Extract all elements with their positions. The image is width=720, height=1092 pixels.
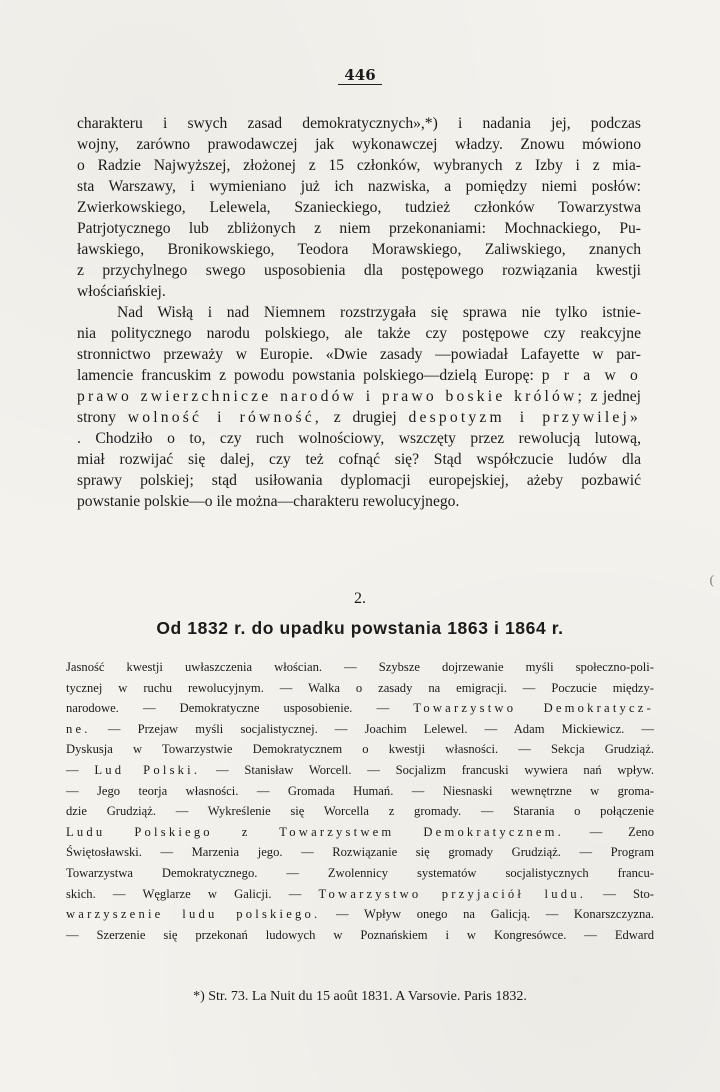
body-text: [77, 113, 641, 512]
chapter-summary: [66, 657, 654, 945]
section-title: Od 1832 r. do upadku powstania 1863 i 1864 r.: [156, 618, 564, 638]
emphasis-spaced: Towarzystwo Demokratycz-: [413, 701, 654, 716]
summary-line: Towarzystwa Demokratycznego. — Zwolennicy systematów socjalistycznych francu-: [66, 865, 654, 880]
summary-line: tycznej w ruchu rewolucyjnym. — Walka o zasady na emigracji. — Poczucie między-: [66, 680, 654, 695]
emphasis-spaced: ne.: [66, 721, 91, 736]
summary-line: Świętosławski. — Marzenia jego. — Rozwiązanie się gromady Grudziąż. — Program: [66, 845, 654, 860]
summary-text: —: [66, 762, 79, 777]
body-line: [77, 365, 641, 386]
footnote: *) Str. 73. La Nuit du 15 août 1831. A Varsovie. Paris 1832.: [193, 989, 527, 1004]
body-line: stronnictwo przeważy w Europie. «Dwie zasady —powiadał Lafayette w par-: [77, 346, 641, 363]
summary-text: — Zeno: [589, 824, 654, 839]
body-line: nia politycznego narodu polskiego, ale także czy postępowe czy reakcyjne: [77, 325, 641, 342]
summary-line: Jasność kwestji uwłaszczenia włościan. — Szybsze dojrzewanie myśli społeczno-poli-: [66, 660, 654, 674]
summary-line: — Szerzenie się przekonań ludowych w Poznańskiem i w Kongresówce. — Edward: [66, 927, 654, 942]
summary-line: [66, 884, 654, 905]
body-line: Zwierkowskiego, Lelewela, Szanieckiego, tudzież członków Towarzystwa: [77, 199, 641, 216]
summary-line: — Jego teorja własności. — Gromada Humań. — Niesnaski wewnętrzne w groma-: [66, 783, 654, 798]
body-line: z przychylnego swego usposobienia dla postępowego rozwiązania kwestji: [77, 262, 641, 279]
body-line-text: lamencie francuskim z powodu powstania polskiego—dzielą Europę:: [77, 367, 534, 384]
body-line: wojny, zarówno prawodawczej jak wykonawczej władzy. Znowu mówiono: [77, 136, 641, 153]
emphasis-spaced: Lud Polski.: [94, 762, 201, 777]
body-line: ławskiego, Bronikowskiego, Teodora Morawskiego, Zaliwskiego, znanych: [77, 241, 641, 258]
summary-text: — Sto-: [603, 886, 655, 901]
summary-line: [66, 698, 654, 719]
section-number: 2.: [354, 590, 366, 607]
body-line: [77, 407, 641, 428]
body-line-text: strony: [77, 409, 116, 426]
body-line-text: z drugiej: [333, 409, 397, 426]
body-line-text: z jednej: [590, 388, 641, 405]
summary-text: — Wpływ onego na Galicją. — Konarszczyzna.: [336, 907, 654, 922]
emphasis-spaced: despotyzm i przywilej»: [408, 409, 642, 426]
summary-text: skich. — Węglarze w Galicji. —: [66, 886, 302, 901]
emphasis-spaced: Ludu Polskiego z Towarzystwem Demokratycznem.: [66, 824, 565, 839]
emphasis-spaced: prawo zwierzchnicze narodów i prawo boskie królów;: [77, 388, 586, 405]
summary-line: Dyskusja w Towarzystwie Demokratycznem o kwestji własności. — Sekcja Grudziąż.: [66, 742, 654, 757]
emphasis-spaced: wolność i równość,: [127, 409, 322, 426]
summary-line: [66, 822, 654, 843]
summary-line: [66, 719, 654, 740]
summary-line: [66, 760, 654, 781]
margin-mark: (: [709, 572, 714, 587]
body-line: . Chodziło o to, czy ruch wolnościowy, wszczęty przez rewolucją lutową,: [77, 430, 641, 447]
page-number: 446: [338, 66, 382, 85]
body-line: Patrjotycznego lub zbliżonych z niem przekonaniami: Mochnackiego, Pu-: [77, 220, 641, 237]
summary-text: narodowe. — Demokratyczne usposobienie. —: [66, 701, 390, 716]
body-line: [77, 386, 641, 407]
body-line: sprawy polskiej; stąd usiłowania dyplomacji europejskiej, ażeby pozbawić: [77, 472, 641, 489]
summary-text: — Stanisław Worcell. — Socjalizm francuski wywiera nań wpływ.: [215, 762, 654, 777]
emphasis-spaced: Towarzystwo przyjaciół ludu.: [318, 886, 587, 901]
body-line: powstanie polskie—o ile można—charakteru rewolucyjnego.: [77, 493, 460, 510]
summary-line: [66, 904, 654, 925]
body-line: miał rozwijać się dalej, czy też cofnąć się? Stąd współczucie ludów dla: [77, 451, 641, 468]
emphasis-spaced: p r a w o: [541, 367, 641, 384]
summary-text: — Przejaw myśli socjalistycznej. — Joachim Lelewel. — Adam Mickiewicz. —: [107, 721, 654, 736]
body-line: o Radzie Najwyższej, złożonej z 15 członków, wybranych z Izby i z mia-: [77, 157, 641, 174]
summary-line: dzie Grudziąż. — Wykreślenie się Worcella z gromady. — Starania o połączenie: [66, 804, 654, 819]
body-line: charakteru i swych zasad demokratycznych»,*) i nadania jej, podczas: [77, 115, 641, 132]
body-line: sta Warszawy, i wymieniano już ich nazwiska, a pomiędzy niemi posłów:: [77, 178, 641, 195]
emphasis-spaced: warzyszenie ludu polskiego.: [66, 907, 321, 922]
body-line: Nad Wisłą i nad Niemnem rozstrzygała się sprawa nie tylko istnie-: [117, 304, 641, 321]
body-line: włościańskiej.: [77, 283, 166, 300]
